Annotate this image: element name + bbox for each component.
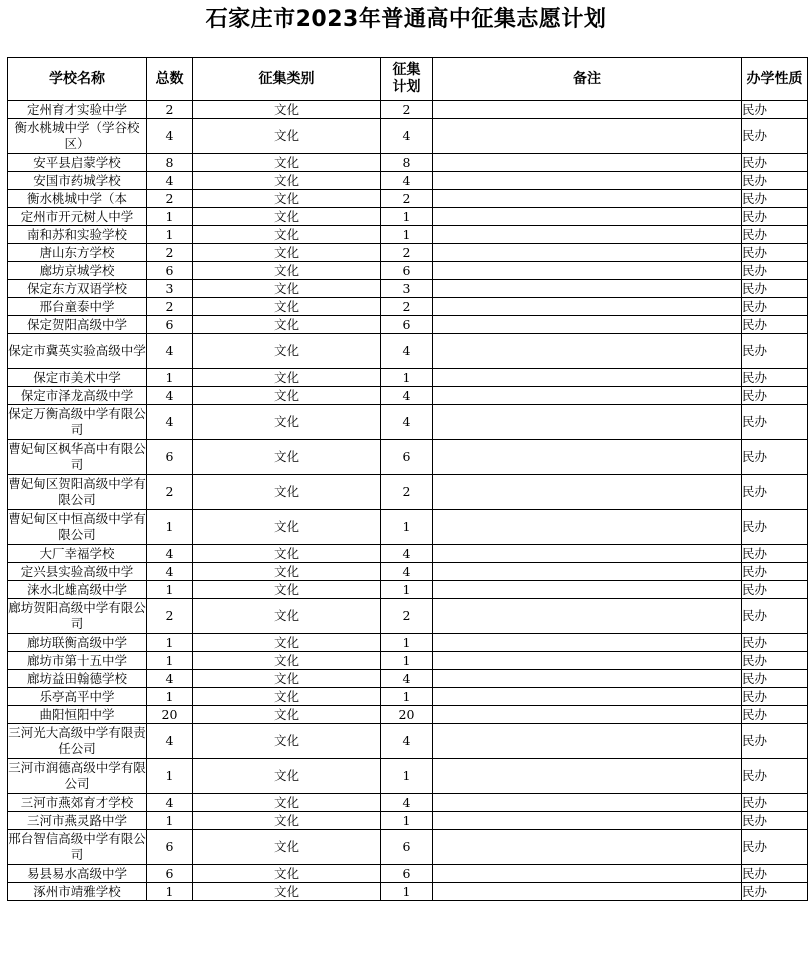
plan-cell: 1 bbox=[381, 634, 433, 652]
total-cell: 4 bbox=[147, 724, 193, 759]
remark-cell bbox=[433, 387, 742, 405]
school-type-cell: 民办 bbox=[742, 759, 808, 794]
school-name-cell: 邢台智信高级中学有限公司 bbox=[8, 830, 147, 865]
remark-cell bbox=[433, 688, 742, 706]
total-cell: 4 bbox=[147, 119, 193, 154]
header-plan bbox=[381, 58, 433, 101]
remark-cell bbox=[433, 706, 742, 724]
remark-cell bbox=[433, 334, 742, 369]
total-cell: 20 bbox=[147, 706, 193, 724]
table-row bbox=[8, 706, 808, 724]
school-type-cell: 民办 bbox=[742, 794, 808, 812]
school-type-cell: 民办 bbox=[742, 405, 808, 440]
school-name-cell: 安平县启蒙学校 bbox=[8, 154, 147, 172]
category-cell: 文化 bbox=[193, 883, 381, 901]
table-row bbox=[8, 280, 808, 298]
category-cell: 文化 bbox=[193, 688, 381, 706]
plan-cell: 4 bbox=[381, 172, 433, 190]
school-name-cell: 曹妃甸区中恒高级中学有限公司 bbox=[8, 510, 147, 545]
category-cell: 文化 bbox=[193, 812, 381, 830]
school-type-cell: 民办 bbox=[742, 154, 808, 172]
category-cell: 文化 bbox=[193, 298, 381, 316]
category-cell: 文化 bbox=[193, 475, 381, 510]
table-body bbox=[8, 101, 808, 901]
enrollment-plan-table bbox=[7, 57, 808, 901]
school-name-cell: 曲阳恒阳中学 bbox=[8, 706, 147, 724]
school-name-cell: 三河市燕郊育才学校 bbox=[8, 794, 147, 812]
plan-cell: 1 bbox=[381, 369, 433, 387]
remark-cell bbox=[433, 724, 742, 759]
remark-cell bbox=[433, 581, 742, 599]
plan-cell: 6 bbox=[381, 440, 433, 475]
school-name-cell: 廊坊京城学校 bbox=[8, 262, 147, 280]
school-name-cell: 三河市燕灵路中学 bbox=[8, 812, 147, 830]
school-type-cell: 民办 bbox=[742, 369, 808, 387]
plan-cell: 4 bbox=[381, 794, 433, 812]
total-cell: 1 bbox=[147, 812, 193, 830]
school-type-cell: 民办 bbox=[742, 262, 808, 280]
remark-cell bbox=[433, 101, 742, 119]
header-total: 总数 bbox=[147, 58, 193, 101]
school-type-cell: 民办 bbox=[742, 510, 808, 545]
school-type-cell: 民办 bbox=[742, 706, 808, 724]
school-name-cell: 廊坊益田翰德学校 bbox=[8, 670, 147, 688]
remark-cell bbox=[433, 670, 742, 688]
table-row bbox=[8, 119, 808, 154]
plan-cell: 1 bbox=[381, 652, 433, 670]
remark-cell bbox=[433, 226, 742, 244]
remark-cell bbox=[433, 244, 742, 262]
total-cell: 6 bbox=[147, 316, 193, 334]
table-row bbox=[8, 581, 808, 599]
category-cell: 文化 bbox=[193, 208, 381, 226]
school-type-cell: 民办 bbox=[742, 440, 808, 475]
table-row bbox=[8, 387, 808, 405]
school-type-cell: 民办 bbox=[742, 172, 808, 190]
table-header-row bbox=[8, 58, 808, 101]
category-cell: 文化 bbox=[193, 599, 381, 634]
category-cell: 文化 bbox=[193, 316, 381, 334]
plan-cell: 4 bbox=[381, 405, 433, 440]
table-row bbox=[8, 545, 808, 563]
school-name-cell: 涿州市靖雅学校 bbox=[8, 883, 147, 901]
category-cell: 文化 bbox=[193, 563, 381, 581]
remark-cell bbox=[433, 865, 742, 883]
school-name-cell: 定州市开元树人中学 bbox=[8, 208, 147, 226]
table-row bbox=[8, 208, 808, 226]
school-name-cell: 定州育才实验中学 bbox=[8, 101, 147, 119]
category-cell: 文化 bbox=[193, 830, 381, 865]
plan-cell: 1 bbox=[381, 812, 433, 830]
header-plan-label: 征集计划 bbox=[392, 62, 421, 95]
table-row bbox=[8, 101, 808, 119]
remark-cell bbox=[433, 190, 742, 208]
category-cell: 文化 bbox=[193, 794, 381, 812]
total-cell: 1 bbox=[147, 883, 193, 901]
category-cell: 文化 bbox=[193, 154, 381, 172]
total-cell: 1 bbox=[147, 208, 193, 226]
total-cell: 2 bbox=[147, 475, 193, 510]
total-cell: 4 bbox=[147, 172, 193, 190]
remark-cell bbox=[433, 563, 742, 581]
remark-cell bbox=[433, 316, 742, 334]
total-cell: 2 bbox=[147, 298, 193, 316]
category-cell: 文化 bbox=[193, 369, 381, 387]
remark-cell bbox=[433, 652, 742, 670]
category-cell: 文化 bbox=[193, 581, 381, 599]
plan-cell: 6 bbox=[381, 830, 433, 865]
plan-cell: 2 bbox=[381, 599, 433, 634]
category-cell: 文化 bbox=[193, 440, 381, 475]
category-cell: 文化 bbox=[193, 405, 381, 440]
school-type-cell: 民办 bbox=[742, 688, 808, 706]
plan-cell: 1 bbox=[381, 510, 433, 545]
school-name-cell: 定兴县实验高级中学 bbox=[8, 563, 147, 581]
total-cell: 2 bbox=[147, 190, 193, 208]
table-row bbox=[8, 830, 808, 865]
school-name-cell: 三河光大高级中学有限责任公司 bbox=[8, 724, 147, 759]
remark-cell bbox=[433, 830, 742, 865]
plan-cell: 1 bbox=[381, 688, 433, 706]
school-type-cell: 民办 bbox=[742, 830, 808, 865]
table-row bbox=[8, 190, 808, 208]
school-name-cell: 保定市冀英实验高级中学 bbox=[8, 334, 147, 369]
total-cell: 1 bbox=[147, 510, 193, 545]
school-type-cell: 民办 bbox=[742, 545, 808, 563]
table-row bbox=[8, 599, 808, 634]
school-type-cell: 民办 bbox=[742, 581, 808, 599]
school-type-cell: 民办 bbox=[742, 226, 808, 244]
remark-cell bbox=[433, 172, 742, 190]
plan-cell: 1 bbox=[381, 208, 433, 226]
total-cell: 6 bbox=[147, 865, 193, 883]
table-row bbox=[8, 334, 808, 369]
remark-cell bbox=[433, 405, 742, 440]
plan-cell: 2 bbox=[381, 244, 433, 262]
plan-cell: 1 bbox=[381, 883, 433, 901]
remark-cell bbox=[433, 475, 742, 510]
table-row bbox=[8, 652, 808, 670]
remark-cell bbox=[433, 759, 742, 794]
table-row bbox=[8, 172, 808, 190]
school-name-cell: 曹妃甸区贺阳高级中学有限公司 bbox=[8, 475, 147, 510]
school-type-cell: 民办 bbox=[742, 865, 808, 883]
total-cell: 1 bbox=[147, 581, 193, 599]
category-cell: 文化 bbox=[193, 545, 381, 563]
school-type-cell: 民办 bbox=[742, 119, 808, 154]
plan-cell: 1 bbox=[381, 581, 433, 599]
remark-cell bbox=[433, 262, 742, 280]
plan-cell: 2 bbox=[381, 298, 433, 316]
table-row bbox=[8, 510, 808, 545]
total-cell: 6 bbox=[147, 440, 193, 475]
plan-cell: 4 bbox=[381, 670, 433, 688]
remark-cell bbox=[433, 883, 742, 901]
total-cell: 1 bbox=[147, 226, 193, 244]
plan-cell: 2 bbox=[381, 190, 433, 208]
school-name-cell: 大厂幸福学校 bbox=[8, 545, 147, 563]
category-cell: 文化 bbox=[193, 226, 381, 244]
total-cell: 4 bbox=[147, 794, 193, 812]
school-type-cell: 民办 bbox=[742, 316, 808, 334]
plan-cell: 4 bbox=[381, 563, 433, 581]
school-type-cell: 民办 bbox=[742, 724, 808, 759]
school-type-cell: 民办 bbox=[742, 208, 808, 226]
total-cell: 4 bbox=[147, 670, 193, 688]
plan-cell: 1 bbox=[381, 759, 433, 794]
school-type-cell: 民办 bbox=[742, 599, 808, 634]
plan-cell: 4 bbox=[381, 545, 433, 563]
category-cell: 文化 bbox=[193, 652, 381, 670]
remark-cell bbox=[433, 119, 742, 154]
remark-cell bbox=[433, 280, 742, 298]
total-cell: 4 bbox=[147, 405, 193, 440]
school-name-cell: 衡水桃城中学（本 bbox=[8, 190, 147, 208]
table-row bbox=[8, 298, 808, 316]
total-cell: 2 bbox=[147, 244, 193, 262]
category-cell: 文化 bbox=[193, 706, 381, 724]
remark-cell bbox=[433, 440, 742, 475]
school-name-cell: 廊坊市第十五中学 bbox=[8, 652, 147, 670]
header-category: 征集类别 bbox=[193, 58, 381, 101]
remark-cell bbox=[433, 599, 742, 634]
school-type-cell: 民办 bbox=[742, 475, 808, 510]
total-cell: 3 bbox=[147, 280, 193, 298]
school-name-cell: 易县易水高级中学 bbox=[8, 865, 147, 883]
school-type-cell: 民办 bbox=[742, 634, 808, 652]
table-row bbox=[8, 563, 808, 581]
page-title: 石家庄市2023年普通高中征集志愿计划 bbox=[205, 7, 607, 32]
school-type-cell: 民办 bbox=[742, 190, 808, 208]
remark-cell bbox=[433, 208, 742, 226]
plan-cell: 3 bbox=[381, 280, 433, 298]
table-row bbox=[8, 812, 808, 830]
remark-cell bbox=[433, 812, 742, 830]
table-row bbox=[8, 154, 808, 172]
table-row bbox=[8, 475, 808, 510]
total-cell: 1 bbox=[147, 688, 193, 706]
school-type-cell: 民办 bbox=[742, 334, 808, 369]
category-cell: 文化 bbox=[193, 865, 381, 883]
table-row bbox=[8, 865, 808, 883]
remark-cell bbox=[433, 794, 742, 812]
table-row bbox=[8, 634, 808, 652]
remark-cell bbox=[433, 545, 742, 563]
category-cell: 文化 bbox=[193, 510, 381, 545]
school-name-cell: 保定贺阳高级中学 bbox=[8, 316, 147, 334]
total-cell: 8 bbox=[147, 154, 193, 172]
plan-cell: 4 bbox=[381, 387, 433, 405]
plan-cell: 6 bbox=[381, 865, 433, 883]
total-cell: 1 bbox=[147, 369, 193, 387]
total-cell: 1 bbox=[147, 634, 193, 652]
category-cell: 文化 bbox=[193, 759, 381, 794]
table-row bbox=[8, 405, 808, 440]
total-cell: 2 bbox=[147, 101, 193, 119]
header-school-type bbox=[742, 58, 808, 101]
school-type-cell: 民办 bbox=[742, 101, 808, 119]
school-name-cell: 三河市润德高级中学有限公司 bbox=[8, 759, 147, 794]
category-cell: 文化 bbox=[193, 262, 381, 280]
category-cell: 文化 bbox=[193, 190, 381, 208]
table-row bbox=[8, 316, 808, 334]
table-row bbox=[8, 440, 808, 475]
table-row bbox=[8, 688, 808, 706]
total-cell: 1 bbox=[147, 652, 193, 670]
school-type-cell: 民办 bbox=[742, 883, 808, 901]
table-row bbox=[8, 244, 808, 262]
school-name-cell: 保定市美术中学 bbox=[8, 369, 147, 387]
table-row bbox=[8, 724, 808, 759]
school-name-cell: 衡水桃城中学（学谷校区） bbox=[8, 119, 147, 154]
school-type-cell: 民办 bbox=[742, 244, 808, 262]
plan-cell: 6 bbox=[381, 262, 433, 280]
table-row bbox=[8, 369, 808, 387]
table-row bbox=[8, 670, 808, 688]
category-cell: 文化 bbox=[193, 387, 381, 405]
plan-cell: 4 bbox=[381, 334, 433, 369]
school-type-cell: 民办 bbox=[742, 387, 808, 405]
school-name-cell: 保定万衡高级中学有限公司 bbox=[8, 405, 147, 440]
plan-cell: 20 bbox=[381, 706, 433, 724]
table-row bbox=[8, 759, 808, 794]
header-school-name: 学校名称 bbox=[8, 58, 147, 101]
total-cell: 2 bbox=[147, 599, 193, 634]
remark-cell bbox=[433, 634, 742, 652]
school-name-cell: 廊坊联衡高级中学 bbox=[8, 634, 147, 652]
plan-cell: 2 bbox=[381, 475, 433, 510]
school-name-cell: 唐山东方学校 bbox=[8, 244, 147, 262]
table-row bbox=[8, 794, 808, 812]
school-type-cell: 民办 bbox=[742, 563, 808, 581]
table-row bbox=[8, 226, 808, 244]
school-name-cell: 安国市药城学校 bbox=[8, 172, 147, 190]
school-type-cell: 民办 bbox=[742, 298, 808, 316]
total-cell: 4 bbox=[147, 334, 193, 369]
total-cell: 4 bbox=[147, 563, 193, 581]
plan-cell: 1 bbox=[381, 226, 433, 244]
school-type-cell: 民办 bbox=[742, 652, 808, 670]
school-name-cell: 廊坊贺阳高级中学有限公司 bbox=[8, 599, 147, 634]
plan-cell: 4 bbox=[381, 119, 433, 154]
header-school-type-label: 办学性质 bbox=[746, 70, 803, 87]
total-cell: 4 bbox=[147, 545, 193, 563]
plan-cell: 4 bbox=[381, 724, 433, 759]
remark-cell bbox=[433, 510, 742, 545]
plan-cell: 6 bbox=[381, 316, 433, 334]
total-cell: 1 bbox=[147, 759, 193, 794]
school-name-cell: 南和苏和实验学校 bbox=[8, 226, 147, 244]
school-name-cell: 邢台童泰中学 bbox=[8, 298, 147, 316]
remark-cell bbox=[433, 154, 742, 172]
school-type-cell: 民办 bbox=[742, 670, 808, 688]
category-cell: 文化 bbox=[193, 119, 381, 154]
category-cell: 文化 bbox=[193, 244, 381, 262]
plan-cell: 8 bbox=[381, 154, 433, 172]
category-cell: 文化 bbox=[193, 724, 381, 759]
category-cell: 文化 bbox=[193, 670, 381, 688]
plan-cell: 2 bbox=[381, 101, 433, 119]
school-name-cell: 保定市泽龙高级中学 bbox=[8, 387, 147, 405]
total-cell: 6 bbox=[147, 262, 193, 280]
school-type-cell: 民办 bbox=[742, 280, 808, 298]
category-cell: 文化 bbox=[193, 634, 381, 652]
school-name-cell: 曹妃甸区枫华高中有限公司 bbox=[8, 440, 147, 475]
remark-cell bbox=[433, 369, 742, 387]
table-row bbox=[8, 883, 808, 901]
category-cell: 文化 bbox=[193, 172, 381, 190]
category-cell: 文化 bbox=[193, 101, 381, 119]
category-cell: 文化 bbox=[193, 280, 381, 298]
total-cell: 6 bbox=[147, 830, 193, 865]
header-remark: 备注 bbox=[433, 58, 742, 101]
table-row bbox=[8, 262, 808, 280]
total-cell: 4 bbox=[147, 387, 193, 405]
school-type-cell: 民办 bbox=[742, 812, 808, 830]
remark-cell bbox=[433, 298, 742, 316]
school-name-cell: 乐亭高平中学 bbox=[8, 688, 147, 706]
category-cell: 文化 bbox=[193, 334, 381, 369]
school-name-cell: 保定东方双语学校 bbox=[8, 280, 147, 298]
school-name-cell: 涞水北雄高级中学 bbox=[8, 581, 147, 599]
